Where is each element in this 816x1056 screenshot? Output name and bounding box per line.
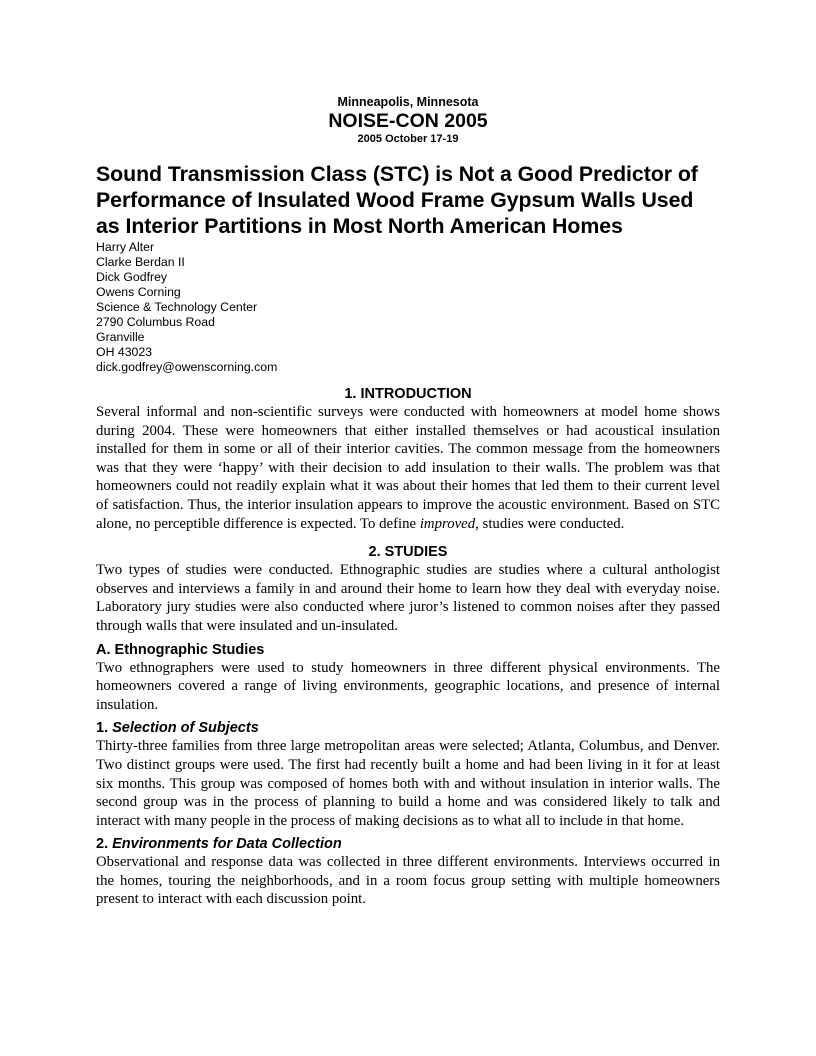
intro-text-part: , studies were conducted.: [475, 515, 625, 532]
affiliation-line: Science & Technology Center: [96, 300, 258, 314]
section-heading-studies: 2. STUDIES: [368, 544, 448, 561]
affiliation-line: Owens Corning: [96, 285, 181, 299]
subsubsection-title: Selection of Subjects: [112, 720, 259, 737]
address-line: OH 43023: [96, 345, 153, 359]
paper-title: Sound Transmission Class (STC) is Not a Good Predictor of Performance of Insulated Wood Frame Gypsum Walls Used as Interior Partitions in Most North American Homes: [96, 162, 698, 238]
conference-location: Minneapolis, Minnesota: [337, 95, 479, 109]
conference-name: NOISE-CON 2005: [328, 110, 488, 132]
author-line: Harry Alter: [96, 240, 155, 254]
intro-italic-word: improved: [419, 515, 476, 532]
introduction-paragraph: [96, 403, 720, 533]
subjects-paragraph: Thirty-three families from three large metropolitan areas were selected; Atlanta, Columbus, and Denver. Two distinct groups were used. The first had recently built a home and had been living in it for at least six months. This group was composed of homes both with and without insulation in interior walls. The second group was in the process of planning to build a home and was considered likely to talk and interact with many people in the process of making decisions as to what all to include in that home.: [96, 738, 720, 829]
author-block: [96, 240, 720, 375]
section-heading-introduction: 1. INTRODUCTION: [344, 386, 472, 402]
address-line: Granville: [96, 330, 145, 344]
subsubsection-number: 1.: [96, 720, 113, 737]
ethnographic-paragraph: Two ethnographers were used to study homeowners in three different physical environments. The homeowners covered a range of living environments, geographic locations, and presence of internal insulation.: [96, 659, 720, 713]
studies-paragraph: Two types of studies were conducted. Ethnographic studies are studies where a cultural anthologist observes and interviews a family in and around their home to learn how they deal with everyday noise. Laboratory jury studies were also conducted where juror’s listened to common noises after they passed through walls that were insulated and un-insulated.: [96, 562, 720, 634]
author-email: dick.godfrey@owenscorning.com: [96, 360, 278, 374]
subsubsection-heading-environments: [96, 835, 720, 853]
subsubsection-heading-subjects: [96, 719, 720, 737]
author-line: Clarke Berdan II: [96, 255, 185, 269]
conference-date: 2005 October 17-19: [357, 133, 459, 145]
subsection-heading-ethnographic: A. Ethnographic Studies: [96, 641, 265, 658]
paper-page: [96, 95, 720, 909]
environments-paragraph: Observational and response data was collected in three different environments. Interviews occurred in the homes, touring the neighborhoods, and in a room focus group setting with multiple homeowners present to interact with each discussion point.: [96, 854, 720, 908]
author-line: Dick Godfrey: [96, 270, 168, 284]
intro-text-part: Several informal and non-scientific surveys were conducted with homeowners at model home shows during 2004. These were homeowners that either installed themselves or had acoustical insulation installed for them in some or all of their interior cavities. The common message from the homeowners was that they were ‘happy’ with their decision to add insulation to their walls. The problem was that homeowners could not readily explain what it was about their homes that led them to their current level of satisfaction. Thus, the interior insulation appears to improve the acoustic environment. Based on STC alone, no perceptible difference is expected. To define: [96, 404, 720, 532]
subsubsection-title: Environments for Data Collection: [112, 836, 342, 853]
subsubsection-number: 2.: [96, 836, 113, 853]
address-line: 2790 Columbus Road: [96, 315, 215, 329]
